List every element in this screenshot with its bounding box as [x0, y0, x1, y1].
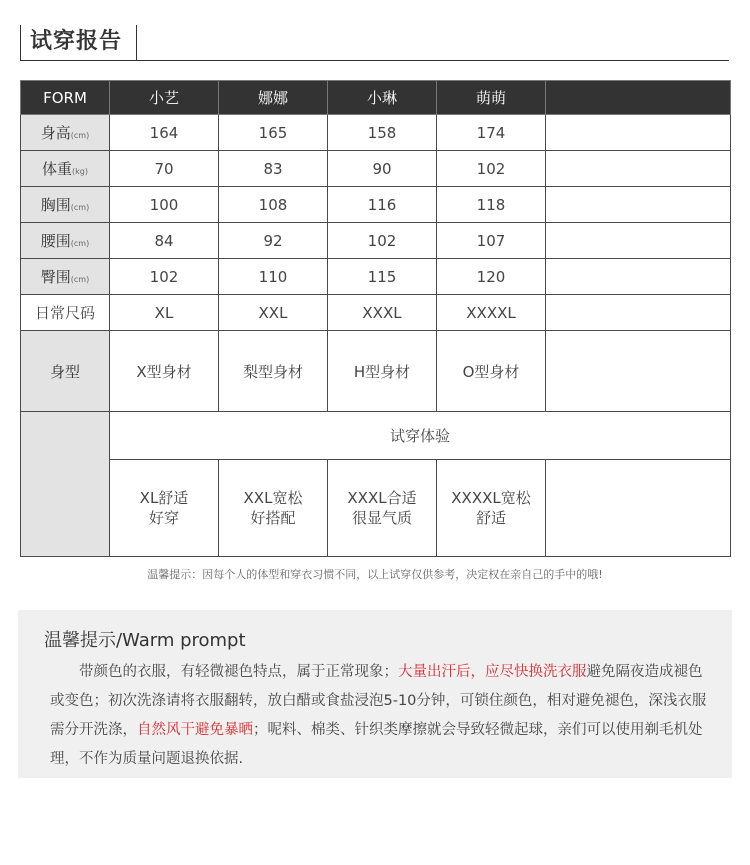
fitting-tip: 温馨提示：因每个人的体型和穿衣习惯不同，以上试穿仅供参考，决定权在亲自己的手中的哦!: [147, 568, 603, 581]
experience-title-row: [21, 412, 731, 460]
table-cell: 102: [110, 259, 219, 295]
header-cell: 娜娜: [219, 81, 328, 115]
experience-label-cell: [21, 412, 110, 557]
body-type-row: [21, 331, 731, 412]
table-cell: [546, 187, 731, 223]
table-cell: [546, 259, 731, 295]
header-cell: FORM: [21, 81, 110, 115]
header-cell: 小琳: [328, 81, 437, 115]
warning-highlight: 大量出汗后，应尽快换洗衣服: [398, 664, 587, 680]
table-row: [21, 151, 731, 187]
table-cell: 梨型身材: [219, 331, 328, 412]
section-title: 试穿报告: [30, 29, 123, 54]
row-label: 腰围(cm): [21, 223, 110, 259]
table-cell: 118: [437, 187, 546, 223]
warm-prompt-text: 带颜色的衣服，有轻微褪色特点，属于正常现象；大量出汗后，应尽快换洗衣服避免隔夜造成褪色或变色；初次洗涤请将衣服翻转，放白醋或食盐浸泡5-10分钟，可锁住颜色，相对避免褪色，深浅衣服需分开洗涤，自然风干避免暴晒；呢料、棉类、针织类摩擦就会导致轻微起球，亲们可以使用剃毛机处理，不作为质量问题退换依据.: [50, 664, 707, 767]
table-cell: 115: [328, 259, 437, 295]
table-cell: [546, 295, 731, 331]
table-cell: 102: [328, 223, 437, 259]
experience-cell: [546, 460, 731, 557]
table-cell: H型身材: [328, 331, 437, 412]
header-cell: 萌萌: [437, 81, 546, 115]
table-row: [21, 187, 731, 223]
row-label: 臀围(cm): [21, 259, 110, 295]
fitting-report-table: [20, 80, 731, 557]
table-cell: X型身材: [110, 331, 219, 412]
experience-cell: XL舒适 好穿: [110, 460, 219, 557]
size-row: [21, 295, 731, 331]
table-row: [21, 115, 731, 151]
table-cell: 100: [110, 187, 219, 223]
table-cell: 84: [110, 223, 219, 259]
table-cell: [546, 115, 731, 151]
table-cell: 120: [437, 259, 546, 295]
table-cell: 165: [219, 115, 328, 151]
row-label: 体重(kg): [21, 151, 110, 187]
table-row: [21, 223, 731, 259]
table-cell: XXL: [219, 295, 328, 331]
table-cell: 83: [219, 151, 328, 187]
table-cell: 164: [110, 115, 219, 151]
row-label: 身高(cm): [21, 115, 110, 151]
table-cell: 90: [328, 151, 437, 187]
table-cell: 70: [110, 151, 219, 187]
experience-cell: XXXXL宽松 舒适: [437, 460, 546, 557]
experience-cell: XXL宽松 好搭配: [219, 460, 328, 557]
title-divider: [20, 60, 729, 61]
table-cell: 108: [219, 187, 328, 223]
table-cell: 102: [437, 151, 546, 187]
table-cell: 174: [437, 115, 546, 151]
table-cell: 116: [328, 187, 437, 223]
experience-cell: XXXL合适 很显气质: [328, 460, 437, 557]
header-cell: [546, 81, 731, 115]
table-row: [21, 259, 731, 295]
experience-row: [21, 460, 731, 557]
warning-highlight: 自然风干避免暴晒: [137, 722, 253, 738]
table-cell: O型身材: [437, 331, 546, 412]
table-header-row: [21, 81, 731, 115]
experience-title: 试穿体验: [110, 412, 731, 460]
row-label: 胸围(cm): [21, 187, 110, 223]
table-cell: 92: [219, 223, 328, 259]
header-cell: 小艺: [110, 81, 219, 115]
table-cell: [546, 151, 731, 187]
table-cell: [546, 331, 731, 412]
row-label: 身型: [21, 331, 110, 412]
table-cell: [546, 223, 731, 259]
table-cell: 110: [219, 259, 328, 295]
warm-prompt-box: [18, 610, 732, 778]
table-cell: 107: [437, 223, 546, 259]
table-cell: XXXL: [328, 295, 437, 331]
table-cell: XL: [110, 295, 219, 331]
row-label: 日常尺码: [21, 295, 110, 331]
warm-prompt-title: 温馨提示/Warm prompt: [44, 630, 246, 651]
table-cell: 158: [328, 115, 437, 151]
table-cell: XXXXL: [437, 295, 546, 331]
